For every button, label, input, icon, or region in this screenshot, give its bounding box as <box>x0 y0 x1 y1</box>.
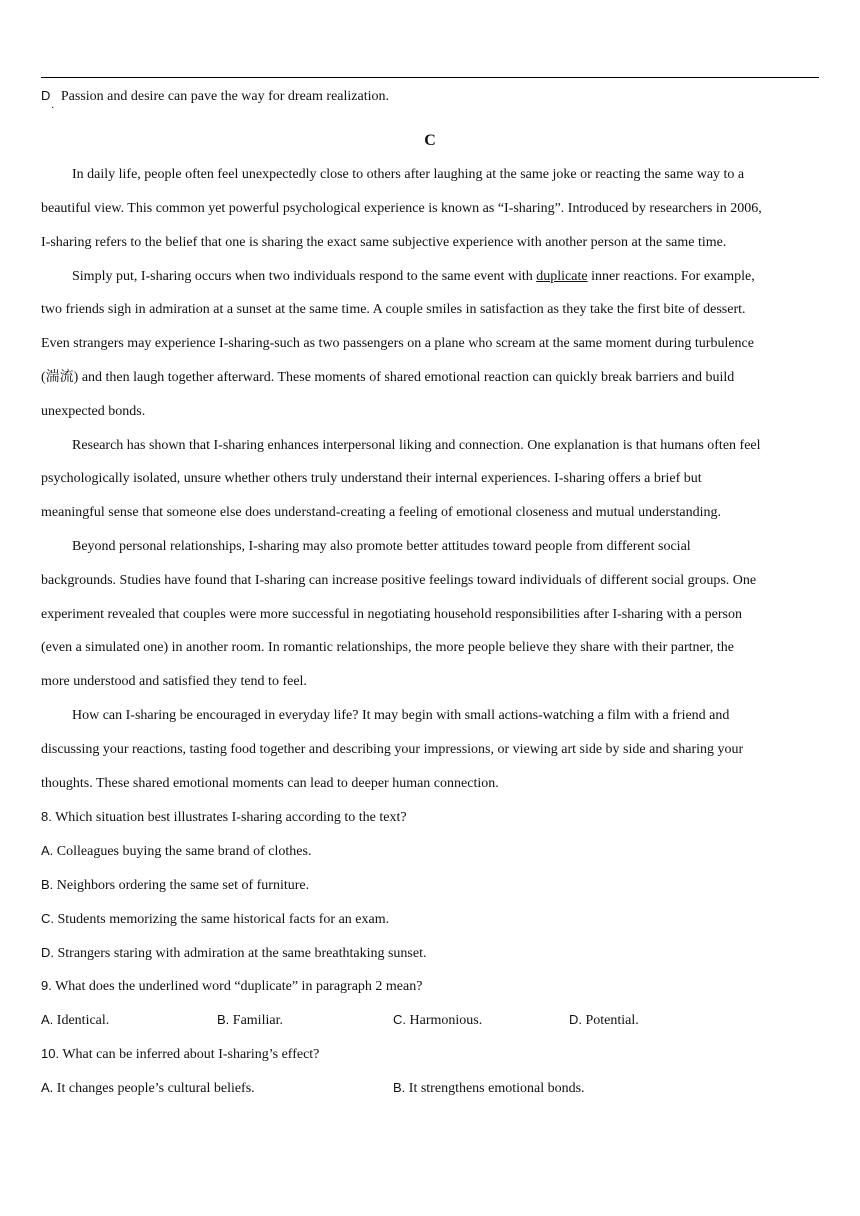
option-letter: D. <box>569 1012 582 1027</box>
option-text: Potential. <box>585 1013 639 1028</box>
answer-option[interactable] <box>393 1011 482 1030</box>
passage-line: Research has shown that I-sharing enhances interpersonal liking and connection. One explanation is that humans often feel <box>72 438 761 453</box>
answer-option[interactable] <box>569 1011 639 1030</box>
question-stem <box>41 808 407 827</box>
question-text: What can be inferred about I-sharing’s effect? <box>62 1047 320 1062</box>
stray-dot: · <box>51 103 55 114</box>
passage-line: I-sharing refers to the belief that one is sharing the exact same subjective experience with another person at the same time. <box>41 235 727 250</box>
underlined-word: duplicate <box>536 269 588 284</box>
answer-option[interactable] <box>41 1079 255 1098</box>
option-letter: D <box>41 88 51 103</box>
section-heading: C <box>424 132 436 149</box>
passage-line: experiment revealed that couples were more successful in negotiating household responsibilities after I-sharing with a person <box>41 607 742 622</box>
option-letter: C. <box>393 1012 406 1027</box>
answer-option[interactable] <box>393 1079 585 1098</box>
answer-option[interactable] <box>41 944 426 963</box>
answer-option[interactable] <box>217 1011 283 1030</box>
passage-line: more understood and satisfied they tend to feel. <box>41 674 307 689</box>
option-text: Colleagues buying the same brand of clothes. <box>56 844 312 859</box>
question-stem <box>41 1045 319 1064</box>
answer-option[interactable] <box>41 910 389 929</box>
passage-line: psychologically isolated, unsure whether others truly understand their internal experiences. I-sharing offers a brief but <box>41 471 702 486</box>
passage-line: meaningful sense that someone else does understand-creating a feeling of emotional closeness and mutual understanding. <box>41 505 721 520</box>
option-letter: A. <box>41 1012 54 1027</box>
option-text: Neighbors ordering the same set of furniture. <box>56 878 310 893</box>
passage-line: Even strangers may experience I-sharing-such as two passengers on a plane who scream at the same moment during turbulence <box>41 336 754 351</box>
passage-line <box>72 268 755 286</box>
option-text: Strangers staring with admiration at the same breathtaking sunset. <box>57 946 427 961</box>
passage-line: discussing your reactions, tasting food together and describing your impressions, or viewing art side by side and sharing your <box>41 742 744 757</box>
option-letter: B. <box>217 1012 230 1027</box>
option-letter: A. <box>41 843 54 858</box>
answer-option[interactable] <box>41 1011 109 1030</box>
option-letter: B. <box>393 1080 406 1095</box>
passage-text: inner reactions. For example, <box>587 269 755 284</box>
passage-line: In daily life, people often feel unexpectedly close to others after laughing at the same joke or reacting the same way to a <box>72 167 745 182</box>
option-letter: D. <box>41 945 54 960</box>
option-text: Identical. <box>56 1013 110 1028</box>
top-divider <box>41 77 819 78</box>
passage-line: Beyond personal relationships, I-sharing may also promote better attitudes toward people from different social <box>72 539 691 554</box>
answer-option[interactable] <box>41 842 311 861</box>
passage-line: How can I-sharing be encouraged in everyday life? It may begin with small actions-watching a film with a friend and <box>72 708 730 723</box>
option-d-prev-question <box>41 87 389 106</box>
passage-line: (湍流) and then laugh together afterward. These moments of shared emotional reaction can quickly break barriers and build <box>41 370 735 385</box>
option-letter: B. <box>41 877 54 892</box>
question-number: 9. <box>41 978 52 993</box>
option-text: Students memorizing the same historical facts for an exam. <box>57 912 390 927</box>
passage-text: Simply put, I-sharing occurs when two individuals respond to the same event with <box>72 269 537 284</box>
option-text: Harmonious. <box>409 1013 483 1028</box>
passage-line: beautiful view. This common yet powerful psychological experience is known as “I-sharing”. Introduced by researchers in 2006, <box>41 201 762 216</box>
option-text: Passion and desire can pave the way for dream realization. <box>60 89 389 104</box>
passage-line: two friends sigh in admiration at a sunset at the same time. A couple smiles in satisfaction as they take the first bite of dessert. <box>41 302 746 317</box>
question-stem <box>41 977 422 996</box>
question-text: What does the underlined word “duplicate” in paragraph 2 mean? <box>55 979 423 994</box>
question-number: 10. <box>41 1046 60 1061</box>
passage-line: unexpected bonds. <box>41 404 146 419</box>
option-letter: A. <box>41 1080 54 1095</box>
passage-line: (even a simulated one) in another room. In romantic relationships, the more people believe they share with their partner, the <box>41 640 734 655</box>
question-text: Which situation best illustrates I-sharing according to the text? <box>55 810 407 825</box>
question-number: 8. <box>41 809 52 824</box>
option-letter: C. <box>41 911 54 926</box>
option-text: Familiar. <box>232 1013 283 1028</box>
answer-option[interactable] <box>41 876 309 895</box>
option-text: It strengthens emotional bonds. <box>408 1081 585 1096</box>
option-text: It changes people’s cultural beliefs. <box>56 1081 255 1096</box>
passage-line: thoughts. These shared emotional moments can lead to deeper human connection. <box>41 776 499 791</box>
passage-line: backgrounds. Studies have found that I-sharing can increase positive feelings toward individuals of different social groups. One <box>41 573 757 588</box>
